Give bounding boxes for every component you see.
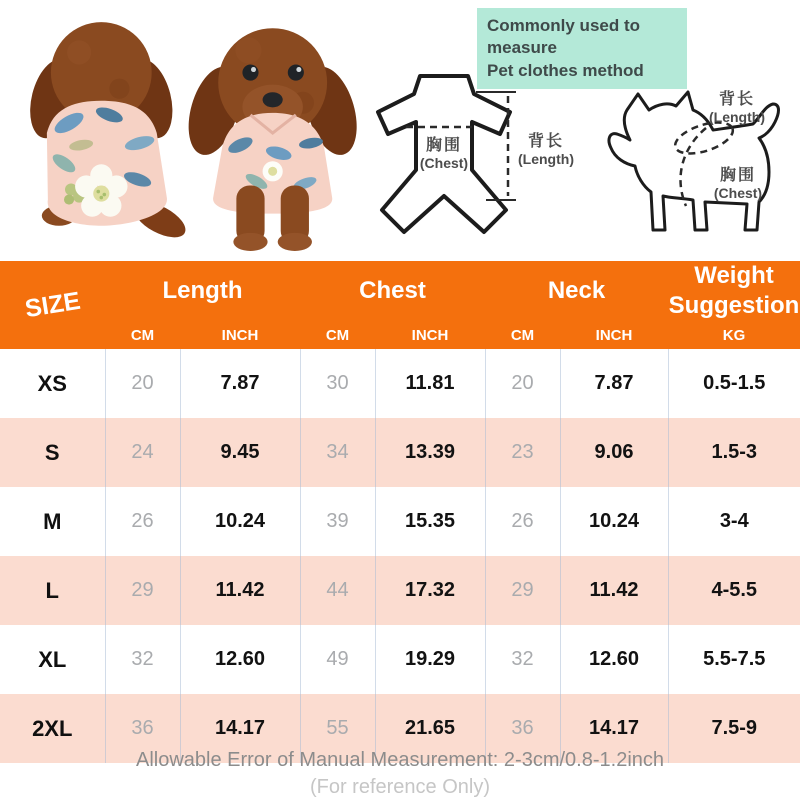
header-length-inch: INCH xyxy=(180,321,300,349)
weight-cell: 1.5-3 xyxy=(668,418,800,487)
header-size: SIZE xyxy=(0,261,105,349)
size-cell: L xyxy=(45,577,59,603)
garment-chest-label xyxy=(392,132,496,171)
neck-cm-cell: 23 xyxy=(485,418,560,487)
neck-inch-cell: 10.24 xyxy=(560,487,668,556)
length-cm-cell: 24 xyxy=(105,418,180,487)
size-cell: S xyxy=(44,439,60,465)
chest-cm-cell: 39 xyxy=(300,487,375,556)
garment-measure-diagram xyxy=(360,70,582,260)
table-row-xs xyxy=(0,349,800,418)
chest-cm-cell: 34 xyxy=(300,418,375,487)
banner-line1: Commonly used to measure xyxy=(487,16,641,58)
table-row-s xyxy=(0,418,800,487)
header-neck: Neck xyxy=(485,261,668,321)
header-neck-cm: CM xyxy=(485,321,560,349)
weight-cell: 4-5.5 xyxy=(668,556,800,625)
garment-length-label xyxy=(510,128,582,167)
length-cm-cell: 26 xyxy=(105,487,180,556)
product-photo-plush-dogs xyxy=(8,2,372,254)
dog-length-label-en: (Length) xyxy=(709,109,765,125)
banner-line2: Pet clothes method xyxy=(487,60,644,80)
length-inch-cell: 11.42 xyxy=(180,556,300,625)
neck-cm-cell: 20 xyxy=(485,349,560,418)
chest-cm-cell: 44 xyxy=(300,556,375,625)
size-cell: XL xyxy=(38,646,67,672)
length-cm-cell: 32 xyxy=(105,625,180,694)
dog-chest-label-en: (Chest) xyxy=(713,185,763,201)
garment-chest-label-en: (Chest) xyxy=(419,155,469,171)
size-table-body xyxy=(0,349,800,763)
garment-length-label-cn: 背长 xyxy=(527,133,564,150)
header-length: Length xyxy=(105,261,300,321)
header-weight-line2: Suggestion xyxy=(668,292,800,319)
garment-length-label-en: (Length) xyxy=(518,151,574,167)
chest-inch-cell: 11.81 xyxy=(375,349,485,418)
chest-inch-cell: 13.39 xyxy=(375,418,485,487)
header-chest: Chest xyxy=(300,261,485,321)
weight-cell: 3-4 xyxy=(668,487,800,556)
size-cell: XS xyxy=(37,370,67,396)
weight-cell: 5.5-7.5 xyxy=(668,625,800,694)
chest-inch-cell: 21.65 xyxy=(375,694,485,763)
weight-cell: 0.5-1.5 xyxy=(668,349,800,418)
header-chest-cm: CM xyxy=(300,321,375,349)
neck-inch-cell: 7.87 xyxy=(560,349,668,418)
chest-cm-cell: 49 xyxy=(300,625,375,694)
chest-inch-cell: 19.29 xyxy=(375,625,485,694)
dog-chest-label-cn: 胸围 xyxy=(719,167,756,184)
neck-inch-cell: 11.42 xyxy=(560,556,668,625)
dog-chest-label xyxy=(688,162,788,201)
chest-cm-cell: 55 xyxy=(300,694,375,763)
neck-inch-cell: 9.06 xyxy=(560,418,668,487)
size-table-header xyxy=(0,261,800,349)
chest-inch-cell: 15.35 xyxy=(375,487,485,556)
size-cell: 2XL xyxy=(32,715,73,741)
length-inch-cell: 10.24 xyxy=(180,487,300,556)
length-cm-cell: 29 xyxy=(105,556,180,625)
neck-cm-cell: 29 xyxy=(485,556,560,625)
neck-inch-cell: 14.17 xyxy=(560,694,668,763)
chest-cm-cell: 30 xyxy=(300,349,375,418)
dog-length-label xyxy=(684,86,790,125)
table-row-m xyxy=(0,487,800,556)
neck-cm-cell: 26 xyxy=(485,487,560,556)
length-inch-cell: 14.17 xyxy=(180,694,300,763)
length-inch-cell: 12.60 xyxy=(180,625,300,694)
length-inch-cell: 9.45 xyxy=(180,418,300,487)
header-weight-line1: Weight xyxy=(694,262,774,289)
weight-cell: 7.5-9 xyxy=(668,694,800,763)
reference-only-note: (For reference Only) xyxy=(309,776,491,798)
length-inch-cell: 7.87 xyxy=(180,349,300,418)
neck-cm-cell: 36 xyxy=(485,694,560,763)
measurement-error-note: Allowable Error of Manual Measurement: 2-3cm/0.8-1.2inch xyxy=(135,749,665,771)
plush-dog-back-view xyxy=(23,22,191,244)
dog-length-label-cn: 背长 xyxy=(718,91,755,108)
length-cm-cell: 36 xyxy=(105,694,180,763)
header-chest-inch: INCH xyxy=(375,321,485,349)
table-row-xl xyxy=(0,625,800,694)
length-cm-cell: 20 xyxy=(105,349,180,418)
table-row-l xyxy=(0,556,800,625)
header-neck-inch: INCH xyxy=(560,321,668,349)
chest-inch-cell: 17.32 xyxy=(375,556,485,625)
neck-cm-cell: 32 xyxy=(485,625,560,694)
header-weight-kg: KG xyxy=(668,321,800,349)
neck-inch-cell: 12.60 xyxy=(560,625,668,694)
header-length-cm: CM xyxy=(105,321,180,349)
garment-chest-label-cn: 胸围 xyxy=(425,137,462,154)
size-cell: M xyxy=(43,508,62,534)
size-table xyxy=(0,261,800,763)
header-weight-suggestion xyxy=(668,261,800,321)
plush-dog-front-view xyxy=(179,28,366,251)
dog-measure-diagram xyxy=(586,78,792,250)
